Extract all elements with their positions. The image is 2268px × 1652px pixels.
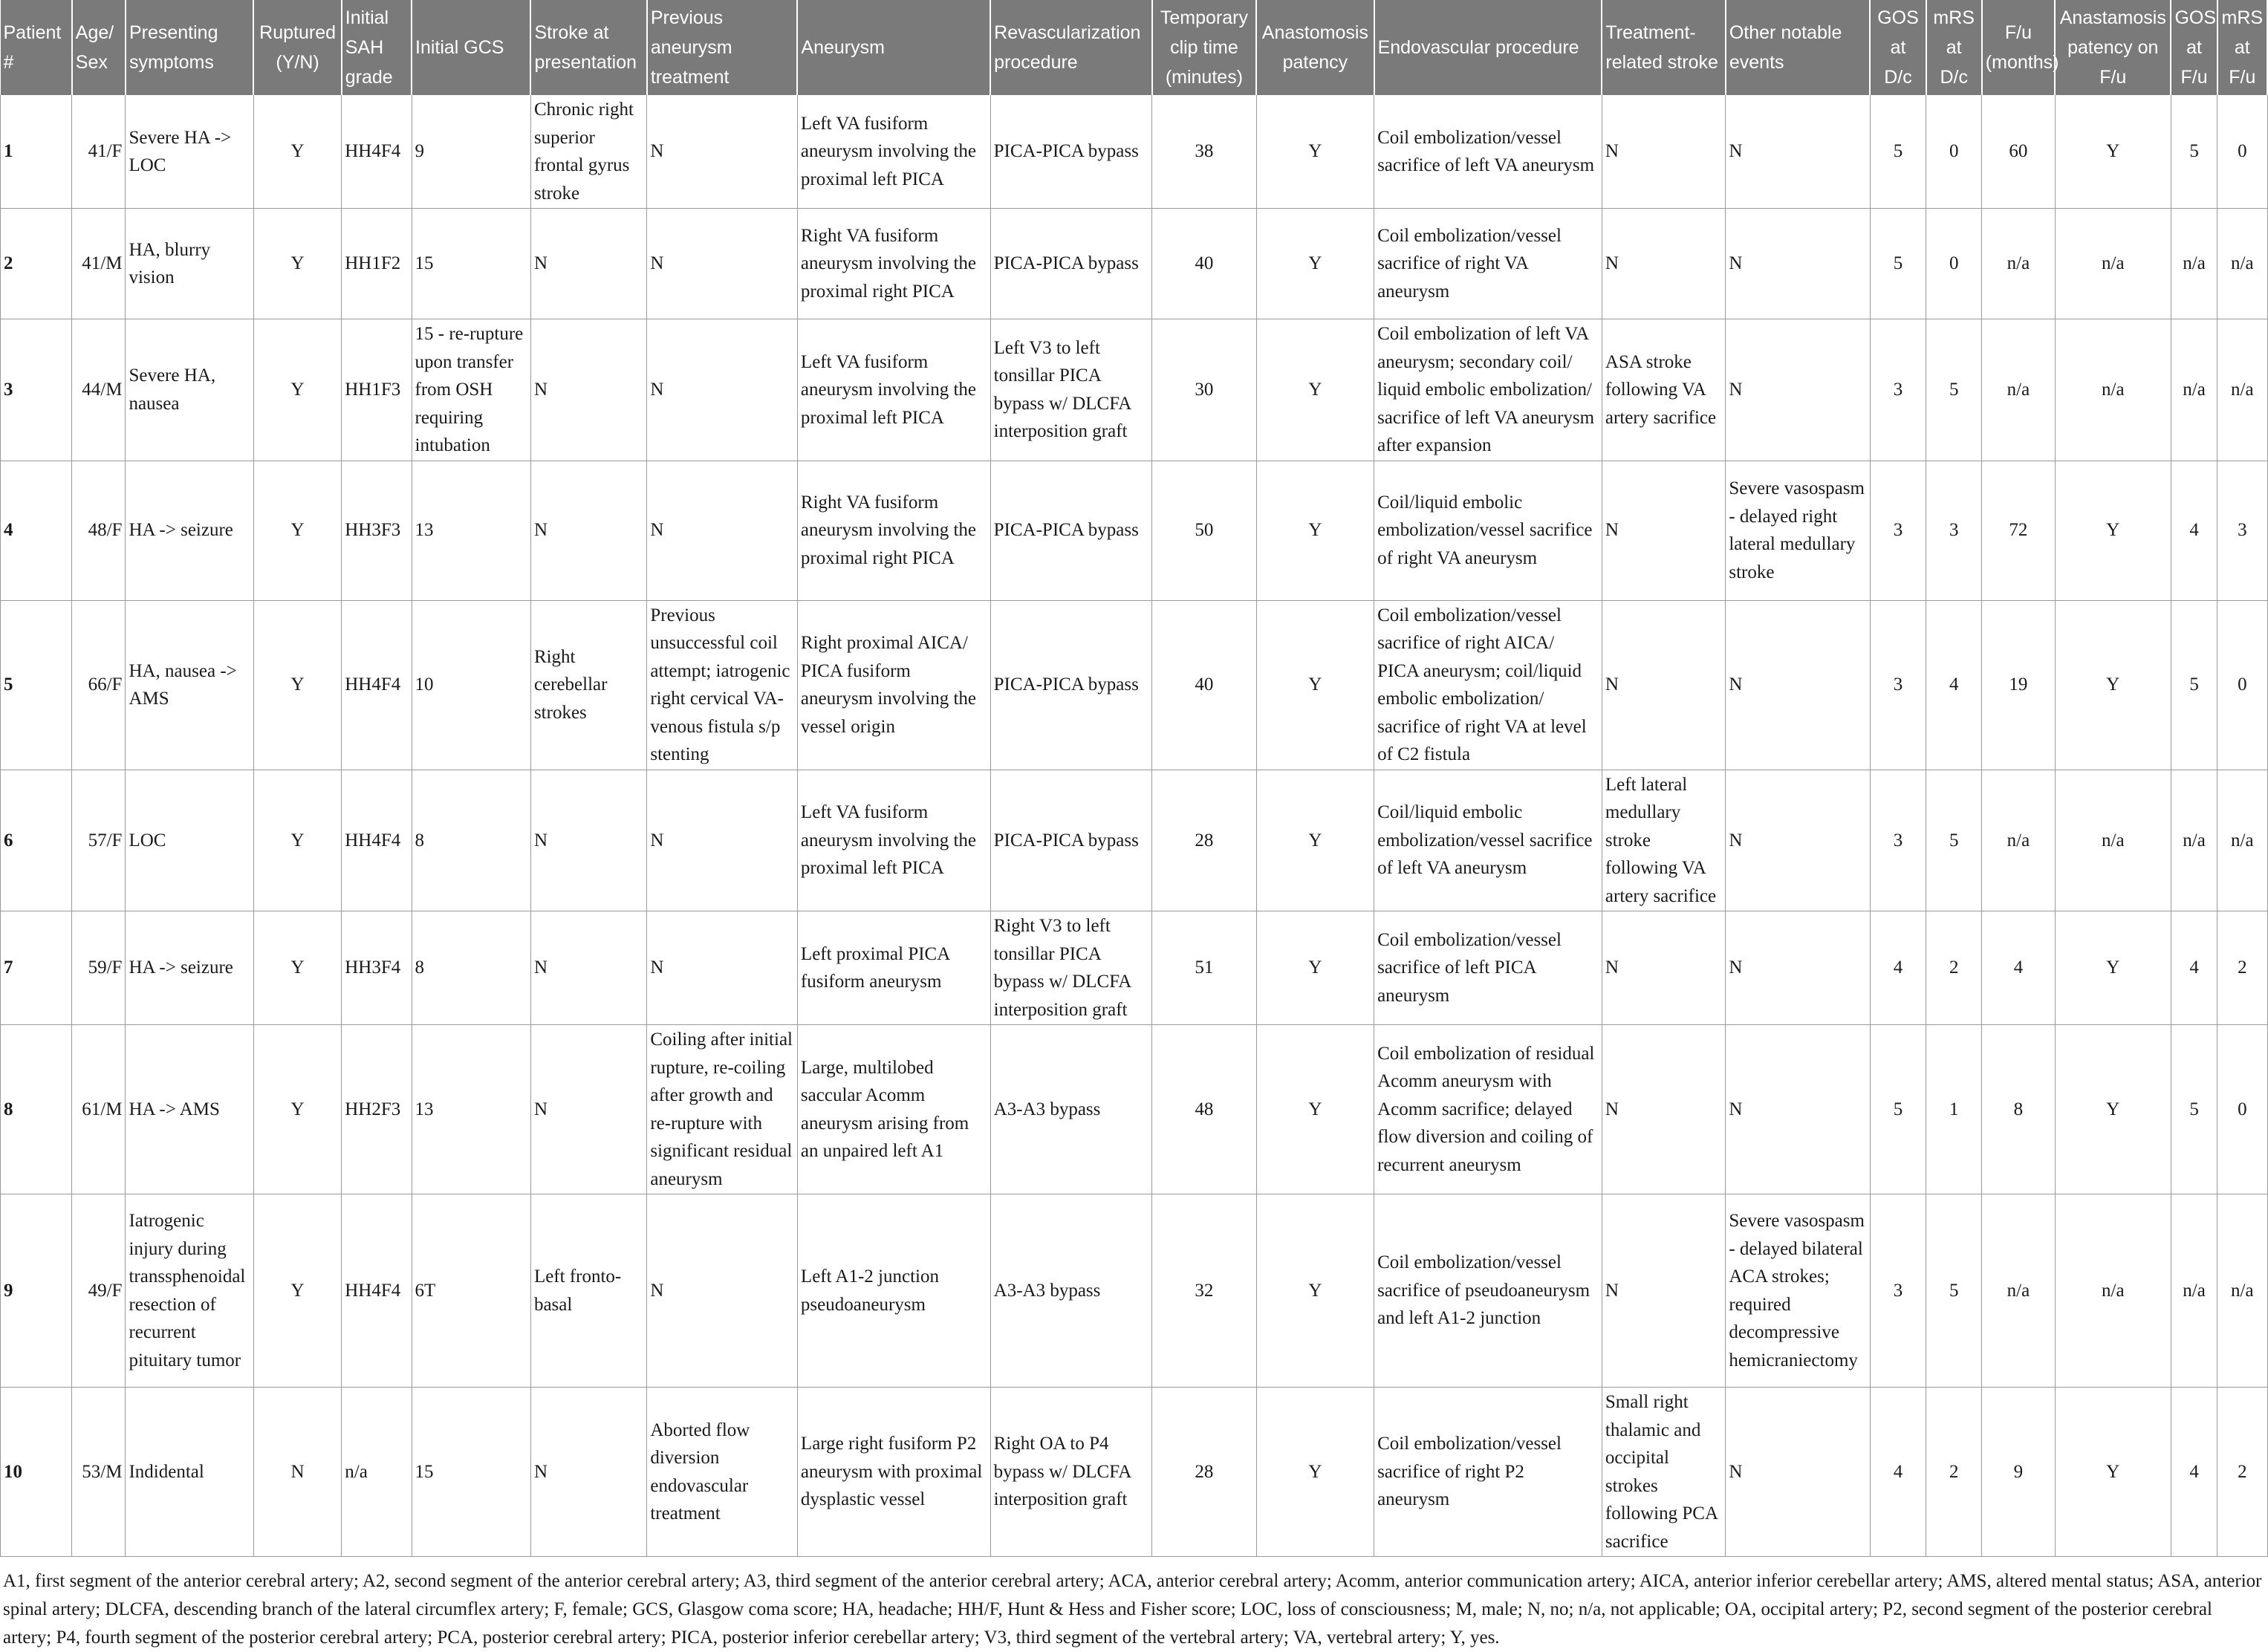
cell-gos-fu: 4: [2171, 911, 2217, 1025]
cell-endovascular-procedure: Coil/liquid embolic embolization/vessel sacrifice of right VA aneurysm: [1374, 461, 1602, 600]
cell-mrs-fu: 3: [2217, 461, 2267, 600]
cell-stroke-at-presentation: Chronic right superior frontal gyrus stroke: [530, 95, 646, 209]
header-previous-treatment: Previous aneurysm treatment: [647, 0, 798, 95]
cell-anastomosis-patency: Y: [1256, 600, 1374, 770]
cell-mrs-dc: 3: [1926, 461, 1982, 600]
cell-mrs-dc: 0: [1926, 95, 1982, 209]
header-mrs-fu: mRS at F/u: [2217, 0, 2267, 95]
cell-stroke-at-presentation: N: [530, 461, 646, 600]
cell-sah-grade: HH3F3: [342, 461, 412, 600]
cell-mrs-fu: 0: [2217, 1025, 2267, 1194]
header-age-sex: Age/ Sex: [72, 0, 126, 95]
cell-gos-dc: 3: [1870, 461, 1926, 600]
cell-age-sex: 48/F: [72, 461, 126, 600]
header-patient: Patient #: [1, 0, 72, 95]
cell-gos-dc: 4: [1870, 911, 1926, 1025]
header-ruptured: Ruptured (Y/N): [253, 0, 341, 95]
cell-gos-dc: 3: [1870, 319, 1926, 461]
cell-gcs: 8: [412, 911, 530, 1025]
cell-aneurysm: Large, multilobed saccular Acomm aneurysm arising from an unpaired left A1: [797, 1025, 990, 1194]
cell-presenting-symptoms: Severe HA -> LOC: [126, 95, 253, 209]
cell-clip-time: 28: [1152, 770, 1256, 911]
cell-ruptured: Y: [253, 1194, 341, 1388]
cell-gcs: 15 - re-rupture upon transfer from OSH requiring intubation: [412, 319, 530, 461]
cell-gos-dc: 3: [1870, 600, 1926, 770]
cell-gos-dc: 3: [1870, 770, 1926, 911]
cell-ruptured: Y: [253, 1025, 341, 1194]
cell-ruptured: N: [253, 1388, 341, 1557]
cell-aneurysm: Left VA fusiform aneurysm involving the proximal left PICA: [797, 770, 990, 911]
cell-presenting-symptoms: Iatrogenic injury during transsphenoidal resection of recurrent pituitary tumor: [126, 1194, 253, 1388]
cell-gcs: 8: [412, 770, 530, 911]
cell-other-events: N: [1726, 1388, 1871, 1557]
cell-aneurysm: Right VA fusiform aneurysm involving the proximal right PICA: [797, 461, 990, 600]
cell-previous-treatment: N: [647, 1194, 798, 1388]
cell-gos-fu: 4: [2171, 461, 2217, 600]
cell-mrs-fu: n/a: [2217, 209, 2267, 319]
cell-age-sex: 44/M: [72, 319, 126, 461]
cell-patient-number: 2: [1, 209, 72, 319]
cell-sah-grade: HH1F2: [342, 209, 412, 319]
cell-aneurysm: Left VA fusiform aneurysm involving the proximal left PICA: [797, 95, 990, 209]
cell-anastomosis-patency: Y: [1256, 95, 1374, 209]
cell-aneurysm: Left VA fusiform aneurysm involving the proximal left PICA: [797, 319, 990, 461]
cell-patency-fu: n/a: [2055, 770, 2171, 911]
cell-age-sex: 57/F: [72, 770, 126, 911]
table-row: [1, 319, 2268, 461]
cell-stroke-at-presentation: N: [530, 1025, 646, 1194]
cell-fu-months: 8: [1982, 1025, 2055, 1194]
cell-anastomosis-patency: Y: [1256, 209, 1374, 319]
cell-patency-fu: n/a: [2055, 209, 2171, 319]
cell-mrs-dc: 2: [1926, 1388, 1982, 1557]
cell-gcs: 10: [412, 600, 530, 770]
header-symptoms: Presenting symptoms: [126, 0, 253, 95]
cell-mrs-dc: 0: [1926, 209, 1982, 319]
header-endovascular: Endovascular procedure: [1374, 0, 1602, 95]
cell-ruptured: Y: [253, 319, 341, 461]
cell-sah-grade: HH2F3: [342, 1025, 412, 1194]
cell-previous-treatment: N: [647, 911, 798, 1025]
table-row: [1, 1388, 2268, 1557]
cell-mrs-fu: n/a: [2217, 319, 2267, 461]
cell-gcs: 15: [412, 1388, 530, 1557]
cell-mrs-dc: 4: [1926, 600, 1982, 770]
cell-mrs-fu: 2: [2217, 1388, 2267, 1557]
cell-patency-fu: Y: [2055, 95, 2171, 209]
cell-ruptured: Y: [253, 461, 341, 600]
header-gos-fu: GOS at F/u: [2171, 0, 2217, 95]
cell-patency-fu: n/a: [2055, 1194, 2171, 1388]
cell-previous-treatment: N: [647, 319, 798, 461]
cell-gos-fu: n/a: [2171, 770, 2217, 911]
cell-endovascular-procedure: Coil embolization/vessel sacrifice of left VA aneurysm: [1374, 95, 1602, 209]
header-anastomosis-patency: Anastomosis patency: [1256, 0, 1374, 95]
cell-mrs-dc: 1: [1926, 1025, 1982, 1194]
table-row: [1, 770, 2268, 911]
cell-treatment-related-stroke: N: [1602, 1025, 1725, 1194]
cell-anastomosis-patency: Y: [1256, 1194, 1374, 1388]
cell-sah-grade: HH4F4: [342, 1194, 412, 1388]
cell-treatment-related-stroke: Small right thalamic and occipital strokes following PCA sacrifice: [1602, 1388, 1725, 1557]
cell-patient-number: 1: [1, 95, 72, 209]
table-row: [1, 1025, 2268, 1194]
table-row: [1, 209, 2268, 319]
cell-gos-fu: 5: [2171, 1025, 2217, 1194]
cell-mrs-fu: 0: [2217, 600, 2267, 770]
cell-endovascular-procedure: Coil embolization/vessel sacrifice of right P2 aneurysm: [1374, 1388, 1602, 1557]
cell-mrs-dc: 2: [1926, 911, 1982, 1025]
header-row: [1, 0, 2268, 95]
cell-sah-grade: HH4F4: [342, 95, 412, 209]
cell-revascularization: PICA-PICA bypass: [990, 770, 1152, 911]
cell-gos-fu: n/a: [2171, 319, 2217, 461]
cell-age-sex: 61/M: [72, 1025, 126, 1194]
cell-other-events: N: [1726, 1025, 1871, 1194]
cell-anastomosis-patency: Y: [1256, 461, 1374, 600]
cell-age-sex: 53/M: [72, 1388, 126, 1557]
cell-stroke-at-presentation: N: [530, 911, 646, 1025]
cell-patient-number: 3: [1, 319, 72, 461]
cell-fu-months: n/a: [1982, 1194, 2055, 1388]
cell-other-events: N: [1726, 209, 1871, 319]
cell-presenting-symptoms: LOC: [126, 770, 253, 911]
cell-gos-fu: 5: [2171, 95, 2217, 209]
cell-patient-number: 9: [1, 1194, 72, 1388]
cell-treatment-related-stroke: N: [1602, 911, 1725, 1025]
header-treatment-stroke: Treatment-related stroke: [1602, 0, 1725, 95]
header-clip-time: Temporary clip time (minutes): [1152, 0, 1256, 95]
cell-patient-number: 5: [1, 600, 72, 770]
cell-revascularization: Left V3 to left tonsillar PICA bypass w/ DLCFA interposition graft: [990, 319, 1152, 461]
cell-endovascular-procedure: Coil embolization/vessel sacrifice of pseudoaneurysm and left A1-2 junction: [1374, 1194, 1602, 1388]
cell-stroke-at-presentation: Left fronto-basal: [530, 1194, 646, 1388]
cell-patient-number: 8: [1, 1025, 72, 1194]
cell-endovascular-procedure: Coil embolization/vessel sacrifice of right AICA/ PICA aneurysm; coil/liquid embolic embolization/ sacrifice of right VA at level of C2 fistula: [1374, 600, 1602, 770]
cell-treatment-related-stroke: Left lateral medullary stroke following VA artery sacrifice: [1602, 770, 1725, 911]
cell-gos-dc: 4: [1870, 1388, 1926, 1557]
cell-patency-fu: Y: [2055, 1025, 2171, 1194]
cell-aneurysm: Large right fusiform P2 aneurysm with proximal dysplastic vessel: [797, 1388, 990, 1557]
cell-patency-fu: Y: [2055, 911, 2171, 1025]
cell-presenting-symptoms: HA, blurry vision: [126, 209, 253, 319]
cell-gos-dc: 3: [1870, 1194, 1926, 1388]
cell-mrs-dc: 5: [1926, 770, 1982, 911]
cell-anastomosis-patency: Y: [1256, 911, 1374, 1025]
cell-patient-number: 10: [1, 1388, 72, 1557]
cell-previous-treatment: N: [647, 461, 798, 600]
cell-revascularization: PICA-PICA bypass: [990, 461, 1152, 600]
cell-revascularization: Right OA to P4 bypass w/ DLCFA interposition graft: [990, 1388, 1152, 1557]
cell-stroke-at-presentation: N: [530, 770, 646, 911]
cell-sah-grade: n/a: [342, 1388, 412, 1557]
cell-previous-treatment: Coiling after initial rupture, re-coiling after growth and re-rupture with significant residual aneurysm: [647, 1025, 798, 1194]
cell-patency-fu: Y: [2055, 1388, 2171, 1557]
cell-anastomosis-patency: Y: [1256, 770, 1374, 911]
cell-mrs-fu: 0: [2217, 95, 2267, 209]
table-row: [1, 461, 2268, 600]
cell-presenting-symptoms: HA, nausea -> AMS: [126, 600, 253, 770]
cell-gos-fu: n/a: [2171, 1194, 2217, 1388]
cell-patient-number: 4: [1, 461, 72, 600]
cell-patency-fu: n/a: [2055, 319, 2171, 461]
cell-other-events: Severe vasospasm - delayed bilateral ACA strokes; required decompressive hemicraniectomy: [1726, 1194, 1871, 1388]
table-body: [1, 95, 2268, 1557]
cell-sah-grade: HH4F4: [342, 770, 412, 911]
cell-previous-treatment: Previous unsuccessful coil attempt; iatrogenic right cervical VA-venous fistula s/p stenting: [647, 600, 798, 770]
cell-mrs-fu: n/a: [2217, 770, 2267, 911]
cell-previous-treatment: N: [647, 209, 798, 319]
header-other-events: Other notable events: [1726, 0, 1871, 95]
cell-presenting-symptoms: HA -> seizure: [126, 461, 253, 600]
cell-treatment-related-stroke: N: [1602, 209, 1725, 319]
table-row: [1, 1194, 2268, 1388]
cell-treatment-related-stroke: N: [1602, 95, 1725, 209]
cell-gos-dc: 5: [1870, 209, 1926, 319]
cell-previous-treatment: N: [647, 770, 798, 911]
header-sah-grade: Initial SAH grade: [342, 0, 412, 95]
cell-revascularization: PICA-PICA bypass: [990, 600, 1152, 770]
cell-aneurysm: Right proximal AICA/ PICA fusiform aneurysm involving the vessel origin: [797, 600, 990, 770]
cell-anastomosis-patency: Y: [1256, 1025, 1374, 1194]
cell-treatment-related-stroke: N: [1602, 461, 1725, 600]
cell-fu-months: 72: [1982, 461, 2055, 600]
cell-anastomosis-patency: Y: [1256, 1388, 1374, 1557]
cell-clip-time: 40: [1152, 600, 1256, 770]
cell-anastomosis-patency: Y: [1256, 319, 1374, 461]
cell-clip-time: 50: [1152, 461, 1256, 600]
cell-sah-grade: HH3F4: [342, 911, 412, 1025]
cell-clip-time: 30: [1152, 319, 1256, 461]
cell-mrs-fu: 2: [2217, 911, 2267, 1025]
cell-clip-time: 51: [1152, 911, 1256, 1025]
cell-mrs-dc: 5: [1926, 1194, 1982, 1388]
cell-other-events: Severe vasospasm - delayed right lateral medullary stroke: [1726, 461, 1871, 600]
header-patency-fu: Anastamosis patency on F/u: [2055, 0, 2171, 95]
cell-gcs: 13: [412, 461, 530, 600]
cell-endovascular-procedure: Coil embolization of residual Acomm aneurysm with Acomm sacrifice; delayed flow diversion and coiling of recurrent aneurysm: [1374, 1025, 1602, 1194]
cell-treatment-related-stroke: N: [1602, 1194, 1725, 1388]
header-fu-months: F/u (months): [1982, 0, 2055, 95]
cell-gos-dc: 5: [1870, 1025, 1926, 1194]
cell-sah-grade: HH4F4: [342, 600, 412, 770]
cell-gos-fu: n/a: [2171, 209, 2217, 319]
cell-other-events: N: [1726, 319, 1871, 461]
cell-gos-fu: 4: [2171, 1388, 2217, 1557]
cell-age-sex: 41/M: [72, 209, 126, 319]
cell-previous-treatment: N: [647, 95, 798, 209]
cell-ruptured: Y: [253, 600, 341, 770]
cell-mrs-dc: 5: [1926, 319, 1982, 461]
cell-fu-months: 9: [1982, 1388, 2055, 1557]
header-mrs-dc: mRS at D/c: [1926, 0, 1982, 95]
cell-fu-months: n/a: [1982, 319, 2055, 461]
cell-aneurysm: Left A1-2 junction pseudoaneurysm: [797, 1194, 990, 1388]
table-footnote: A1, first segment of the anterior cerebral artery; A2, second segment of the anterior cerebral artery; A3, third segment of the anterior cerebral artery; ACA, anterior cerebral artery; Acomm, anterior communication artery; AICA, anterior inferior cerebellar artery; AMS, altered mental status; ASA, anterior spinal artery; DLCFA, descending branch of the lateral circumflex artery; F, female; GCS, Glasgow coma score; HA, headache; HH/F, Hunt & Hess and Fisher score; LOC, loss of consciousness; M, male; N, no; n/a, not applicable; OA, occipital artery; P2, second segment of the posterior cerebral artery; P4, fourth segment of the posterior cerebral artery; PCA, posterior cerebral artery; PICA, posterior inferior cerebellar artery; V3, third segment of the vertebral artery; VA, vertebral artery; Y, yes.: [3, 1571, 2262, 1648]
cell-gos-dc: 5: [1870, 95, 1926, 209]
header-gcs: Initial GCS: [412, 0, 530, 95]
cell-fu-months: 60: [1982, 95, 2055, 209]
header-aneurysm: Aneurysm: [797, 0, 990, 95]
table-row: [1, 95, 2268, 209]
cell-aneurysm: Right VA fusiform aneurysm involving the proximal right PICA: [797, 209, 990, 319]
cell-stroke-at-presentation: Right cerebellar strokes: [530, 600, 646, 770]
cell-stroke-at-presentation: N: [530, 209, 646, 319]
cell-sah-grade: HH1F3: [342, 319, 412, 461]
header-stroke: Stroke at presentation: [530, 0, 646, 95]
cell-treatment-related-stroke: ASA stroke following VA artery sacrifice: [1602, 319, 1725, 461]
cell-fu-months: 4: [1982, 911, 2055, 1025]
cell-stroke-at-presentation: N: [530, 1388, 646, 1557]
cell-endovascular-procedure: Coil embolization/vessel sacrifice of right VA aneurysm: [1374, 209, 1602, 319]
cell-clip-time: 28: [1152, 1388, 1256, 1557]
cell-gos-fu: 5: [2171, 600, 2217, 770]
cell-ruptured: Y: [253, 911, 341, 1025]
cell-patency-fu: Y: [2055, 600, 2171, 770]
cell-stroke-at-presentation: N: [530, 319, 646, 461]
cell-mrs-fu: n/a: [2217, 1194, 2267, 1388]
cell-age-sex: 66/F: [72, 600, 126, 770]
cell-other-events: N: [1726, 770, 1871, 911]
cell-endovascular-procedure: Coil embolization/vessel sacrifice of left PICA aneurysm: [1374, 911, 1602, 1025]
cell-age-sex: 49/F: [72, 1194, 126, 1388]
cell-other-events: N: [1726, 95, 1871, 209]
cell-ruptured: Y: [253, 209, 341, 319]
cell-other-events: N: [1726, 600, 1871, 770]
cell-age-sex: 59/F: [72, 911, 126, 1025]
cell-presenting-symptoms: Indidental: [126, 1388, 253, 1557]
cell-fu-months: n/a: [1982, 209, 2055, 319]
table-row: [1, 911, 2268, 1025]
cell-presenting-symptoms: Severe HA, nausea: [126, 319, 253, 461]
cell-aneurysm: Left proximal PICA fusiform aneurysm: [797, 911, 990, 1025]
cell-gcs: 15: [412, 209, 530, 319]
cell-gcs: 13: [412, 1025, 530, 1194]
cell-clip-time: 38: [1152, 95, 1256, 209]
cell-revascularization: A3-A3 bypass: [990, 1025, 1152, 1194]
cell-patient-number: 6: [1, 770, 72, 911]
cell-other-events: N: [1726, 911, 1871, 1025]
cell-endovascular-procedure: Coil/liquid embolic embolization/vessel sacrifice of left VA aneurysm: [1374, 770, 1602, 911]
cell-fu-months: n/a: [1982, 770, 2055, 911]
cell-revascularization: PICA-PICA bypass: [990, 209, 1152, 319]
cell-revascularization: PICA-PICA bypass: [990, 95, 1152, 209]
cell-presenting-symptoms: HA -> AMS: [126, 1025, 253, 1194]
cell-previous-treatment: Aborted flow diversion endovascular treatment: [647, 1388, 798, 1557]
cell-clip-time: 32: [1152, 1194, 1256, 1388]
cell-treatment-related-stroke: N: [1602, 600, 1725, 770]
cell-patient-number: 7: [1, 911, 72, 1025]
cell-revascularization: Right V3 to left tonsillar PICA bypass w/ DLCFA interposition graft: [990, 911, 1152, 1025]
cell-ruptured: Y: [253, 770, 341, 911]
cell-gcs: 6T: [412, 1194, 530, 1388]
cell-patency-fu: Y: [2055, 461, 2171, 600]
cell-endovascular-procedure: Coil embolization of left VA aneurysm; secondary coil/ liquid embolic embolization/ sacrifice of left VA aneurysm after expansion: [1374, 319, 1602, 461]
cell-clip-time: 48: [1152, 1025, 1256, 1194]
cell-age-sex: 41/F: [72, 95, 126, 209]
header-revascularization: Revascularization procedure: [990, 0, 1152, 95]
cell-gcs: 9: [412, 95, 530, 209]
cell-presenting-symptoms: HA -> seizure: [126, 911, 253, 1025]
cell-fu-months: 19: [1982, 600, 2055, 770]
table-row: [1, 600, 2268, 770]
cell-clip-time: 40: [1152, 209, 1256, 319]
cell-ruptured: Y: [253, 95, 341, 209]
cell-revascularization: A3-A3 bypass: [990, 1194, 1152, 1388]
header-gos-dc: GOS at D/c: [1870, 0, 1926, 95]
